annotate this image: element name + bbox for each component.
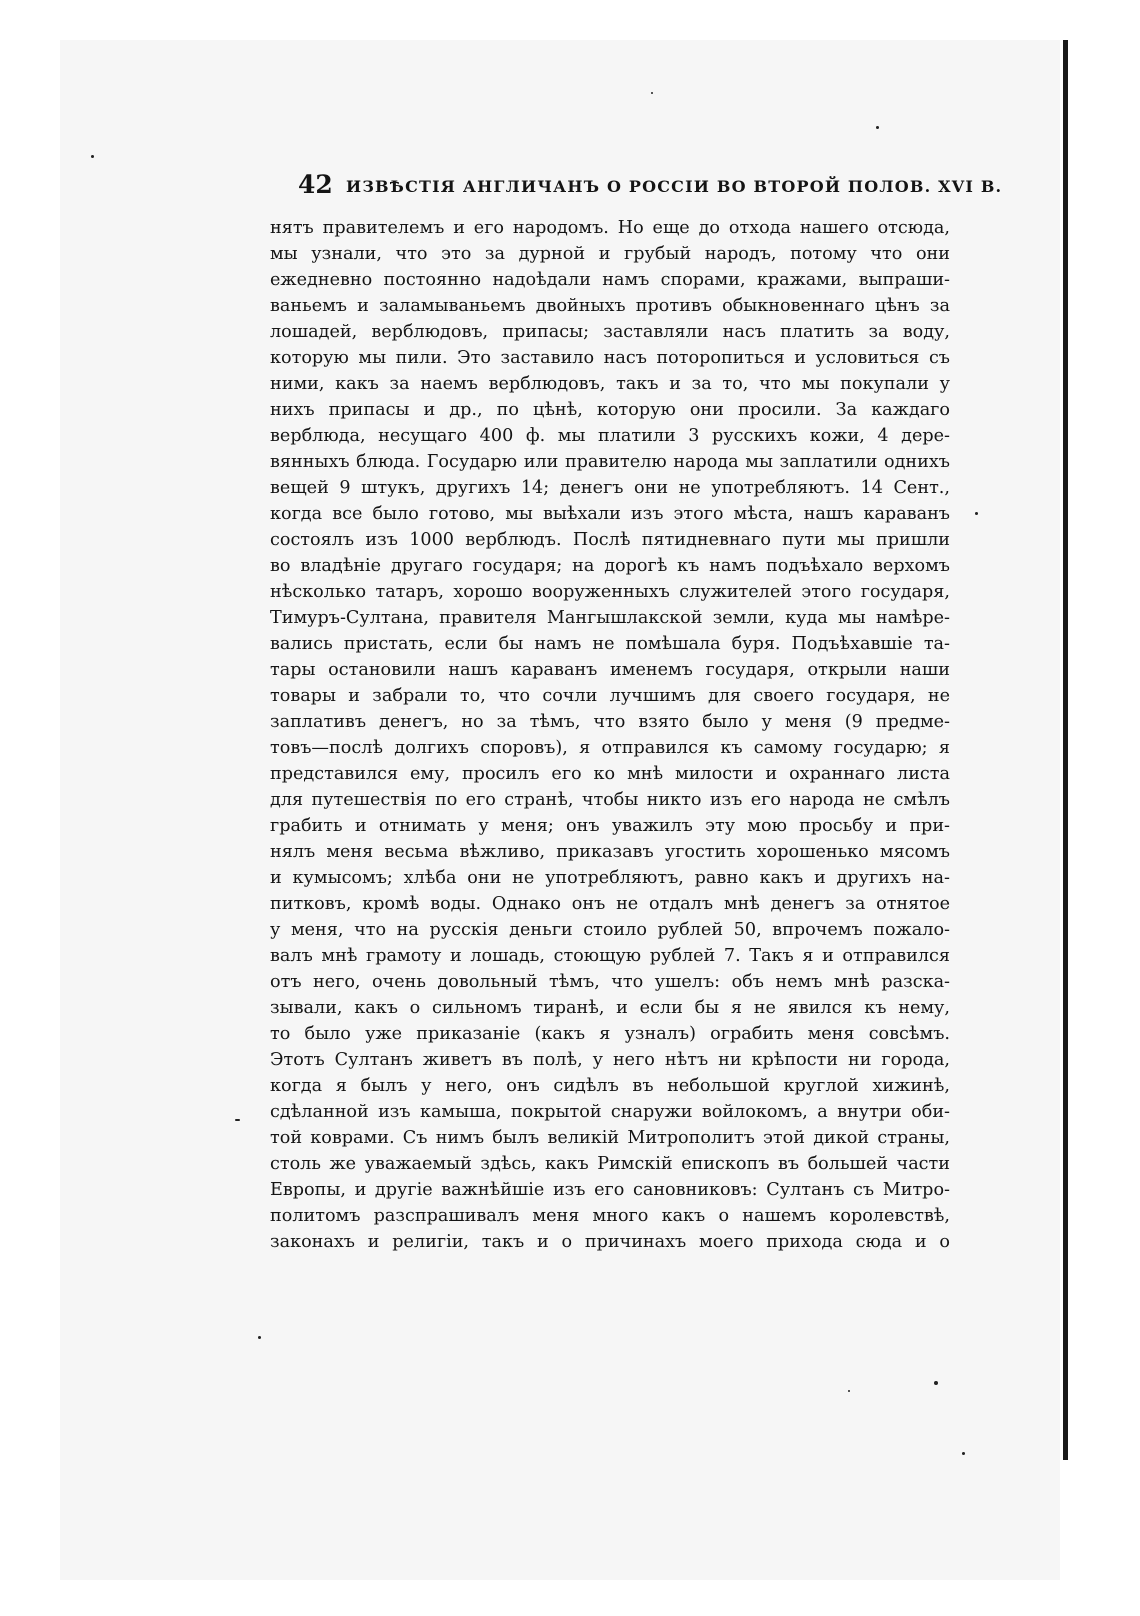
text-line: вянныхъ блюда. Государю или правителю народа мы заплатили однихъ — [270, 452, 950, 472]
text-line: валъ мнѣ грамоту и лошадь, стоющую рублей 7. Такъ я и отправился — [270, 946, 950, 966]
text-line: ними, какъ за наемъ верблюдовъ, такъ и за то, что мы покупали у — [270, 374, 950, 394]
scan-speck — [235, 1119, 240, 1121]
text-line: нѣсколько татаръ, хорошо вооруженныхъ служителей этого государя, — [270, 582, 950, 602]
text-line: товъ—послѣ долгихъ споровъ), я отправился къ самому государю; я — [270, 738, 950, 758]
text-line: столь же уважаемый здѣсь, какъ Римскій епископъ въ большей части — [270, 1154, 950, 1174]
text-line: законахъ и религіи, такъ и о причинахъ моего прихода сюда и о — [270, 1232, 950, 1252]
text-line: Этотъ Султанъ живетъ въ полѣ, у него нѣтъ ни крѣпости ни города, — [270, 1050, 950, 1070]
text-line: нятъ правителемъ и его народомъ. Но еще до отхода нашего отсюда, — [270, 218, 950, 238]
scan-speck — [848, 1390, 850, 1392]
text-line: во владѣніе другаго государя; на дорогѣ къ намъ подъѣхало верхомъ — [270, 556, 950, 576]
running-head: ИЗВѢСТІЯ АНГЛИЧАНЪ О РОССІИ ВО ВТОРОЙ ПОЛОВ. XVI В. — [346, 177, 1003, 196]
scan-speck — [975, 512, 978, 515]
text-line: когда все было готово, мы выѣхали изъ этого мѣста, нашъ караванъ — [270, 504, 950, 524]
text-line: грабить и отнимать у меня; онъ уважилъ эту мою просьбу и при- — [270, 816, 950, 836]
scan-speck — [91, 155, 94, 158]
text-line: нялъ меня весьма вѣжливо, приказавъ угостить хорошенько мясомъ — [270, 842, 950, 862]
scan-speck — [651, 92, 653, 94]
text-line: и кумысомъ; хлѣба они не употребляютъ, равно какъ и другихъ на- — [270, 868, 950, 888]
text-line: питковъ, кромѣ воды. Однако онъ не отдалъ мнѣ денегъ за отнятое — [270, 894, 950, 914]
text-line: зывали, какъ о сильномъ тиранѣ, и если бы я не явился къ нему, — [270, 998, 950, 1018]
text-line: ежедневно постоянно надоѣдали намъ спорами, кражами, выпраши- — [270, 270, 950, 290]
text-line: вещей 9 штукъ, другихъ 14; денегъ они не употребляютъ. 14 Сент., — [270, 478, 950, 498]
text-line: состоялъ изъ 1000 верблюдъ. Послѣ пятидневнаго пути мы пришли — [270, 530, 950, 550]
text-line: ваньемъ и заламываньемъ двойныхъ противъ обыкновеннаго цѣнъ за — [270, 296, 950, 316]
text-line: тары остановили нашъ караванъ именемъ государя, открыли наши — [270, 660, 950, 680]
page-number: 42 — [298, 170, 333, 199]
text-line: когда я былъ у него, онъ сидѣлъ въ небольшой круглой хижинѣ, — [270, 1076, 950, 1096]
text-line: Тимуръ-Султана, правителя Мангышлакской земли, куда мы намѣре- — [270, 608, 950, 628]
text-line: то было уже приказаніе (какъ я узналъ) ограбить меня совсѣмъ. — [270, 1024, 950, 1044]
scan-speck — [876, 126, 879, 129]
text-line: сдѣланной изъ камыша, покрытой снаружи войлокомъ, а внутри оби- — [270, 1102, 950, 1122]
text-line: нихъ припасы и др., по цѣнѣ, которую они просили. За каждаго — [270, 400, 950, 420]
page-header — [298, 170, 1003, 206]
text-line: верблюда, несущаго 400 ф. мы платили 3 русскихъ кожи, 4 дере- — [270, 426, 950, 446]
text-line: лошадей, верблюдовъ, припасы; заставляли насъ платить за воду, — [270, 322, 950, 342]
text-line: политомъ разспрашивалъ меня много какъ о нашемъ королевствѣ, — [270, 1206, 950, 1226]
page-edge-shadow — [1063, 40, 1068, 1460]
text-line: которую мы пили. Это заставило насъ поторопиться и условиться съ — [270, 348, 950, 368]
text-line: у меня, что на русскія деньги стоило рублей 50, впрочемъ пожало- — [270, 920, 950, 940]
text-line: заплативъ денегъ, но за тѣмъ, что взято было у меня (9 предме- — [270, 712, 950, 732]
text-line: представился ему, просилъ его ко мнѣ милости и охраннаго листа — [270, 764, 950, 784]
scan-speck — [962, 1452, 965, 1455]
body-text — [270, 215, 950, 1255]
scan-speck — [258, 1336, 261, 1339]
text-line: той коврами. Съ нимъ былъ великій Митрополитъ этой дикой страны, — [270, 1128, 950, 1148]
scan-speck — [934, 1381, 938, 1385]
text-line: для путешествія по его странѣ, чтобы никто изъ его народа не смѣлъ — [270, 790, 950, 810]
text-line: товары и забрали то, что сочли лучшимъ для своего государя, не — [270, 686, 950, 706]
text-line: вались пристать, если бы намъ не помѣшала буря. Подъѣхавшіе та- — [270, 634, 950, 654]
text-line: отъ него, очень довольный тѣмъ, что ушелъ: объ немъ мнѣ разска- — [270, 972, 950, 992]
text-line: Европы, и другіе важнѣйшіе изъ его сановниковъ: Султанъ съ Митро- — [270, 1180, 950, 1200]
text-line: мы узнали, что это за дурной и грубый народъ, потому что они — [270, 244, 950, 264]
